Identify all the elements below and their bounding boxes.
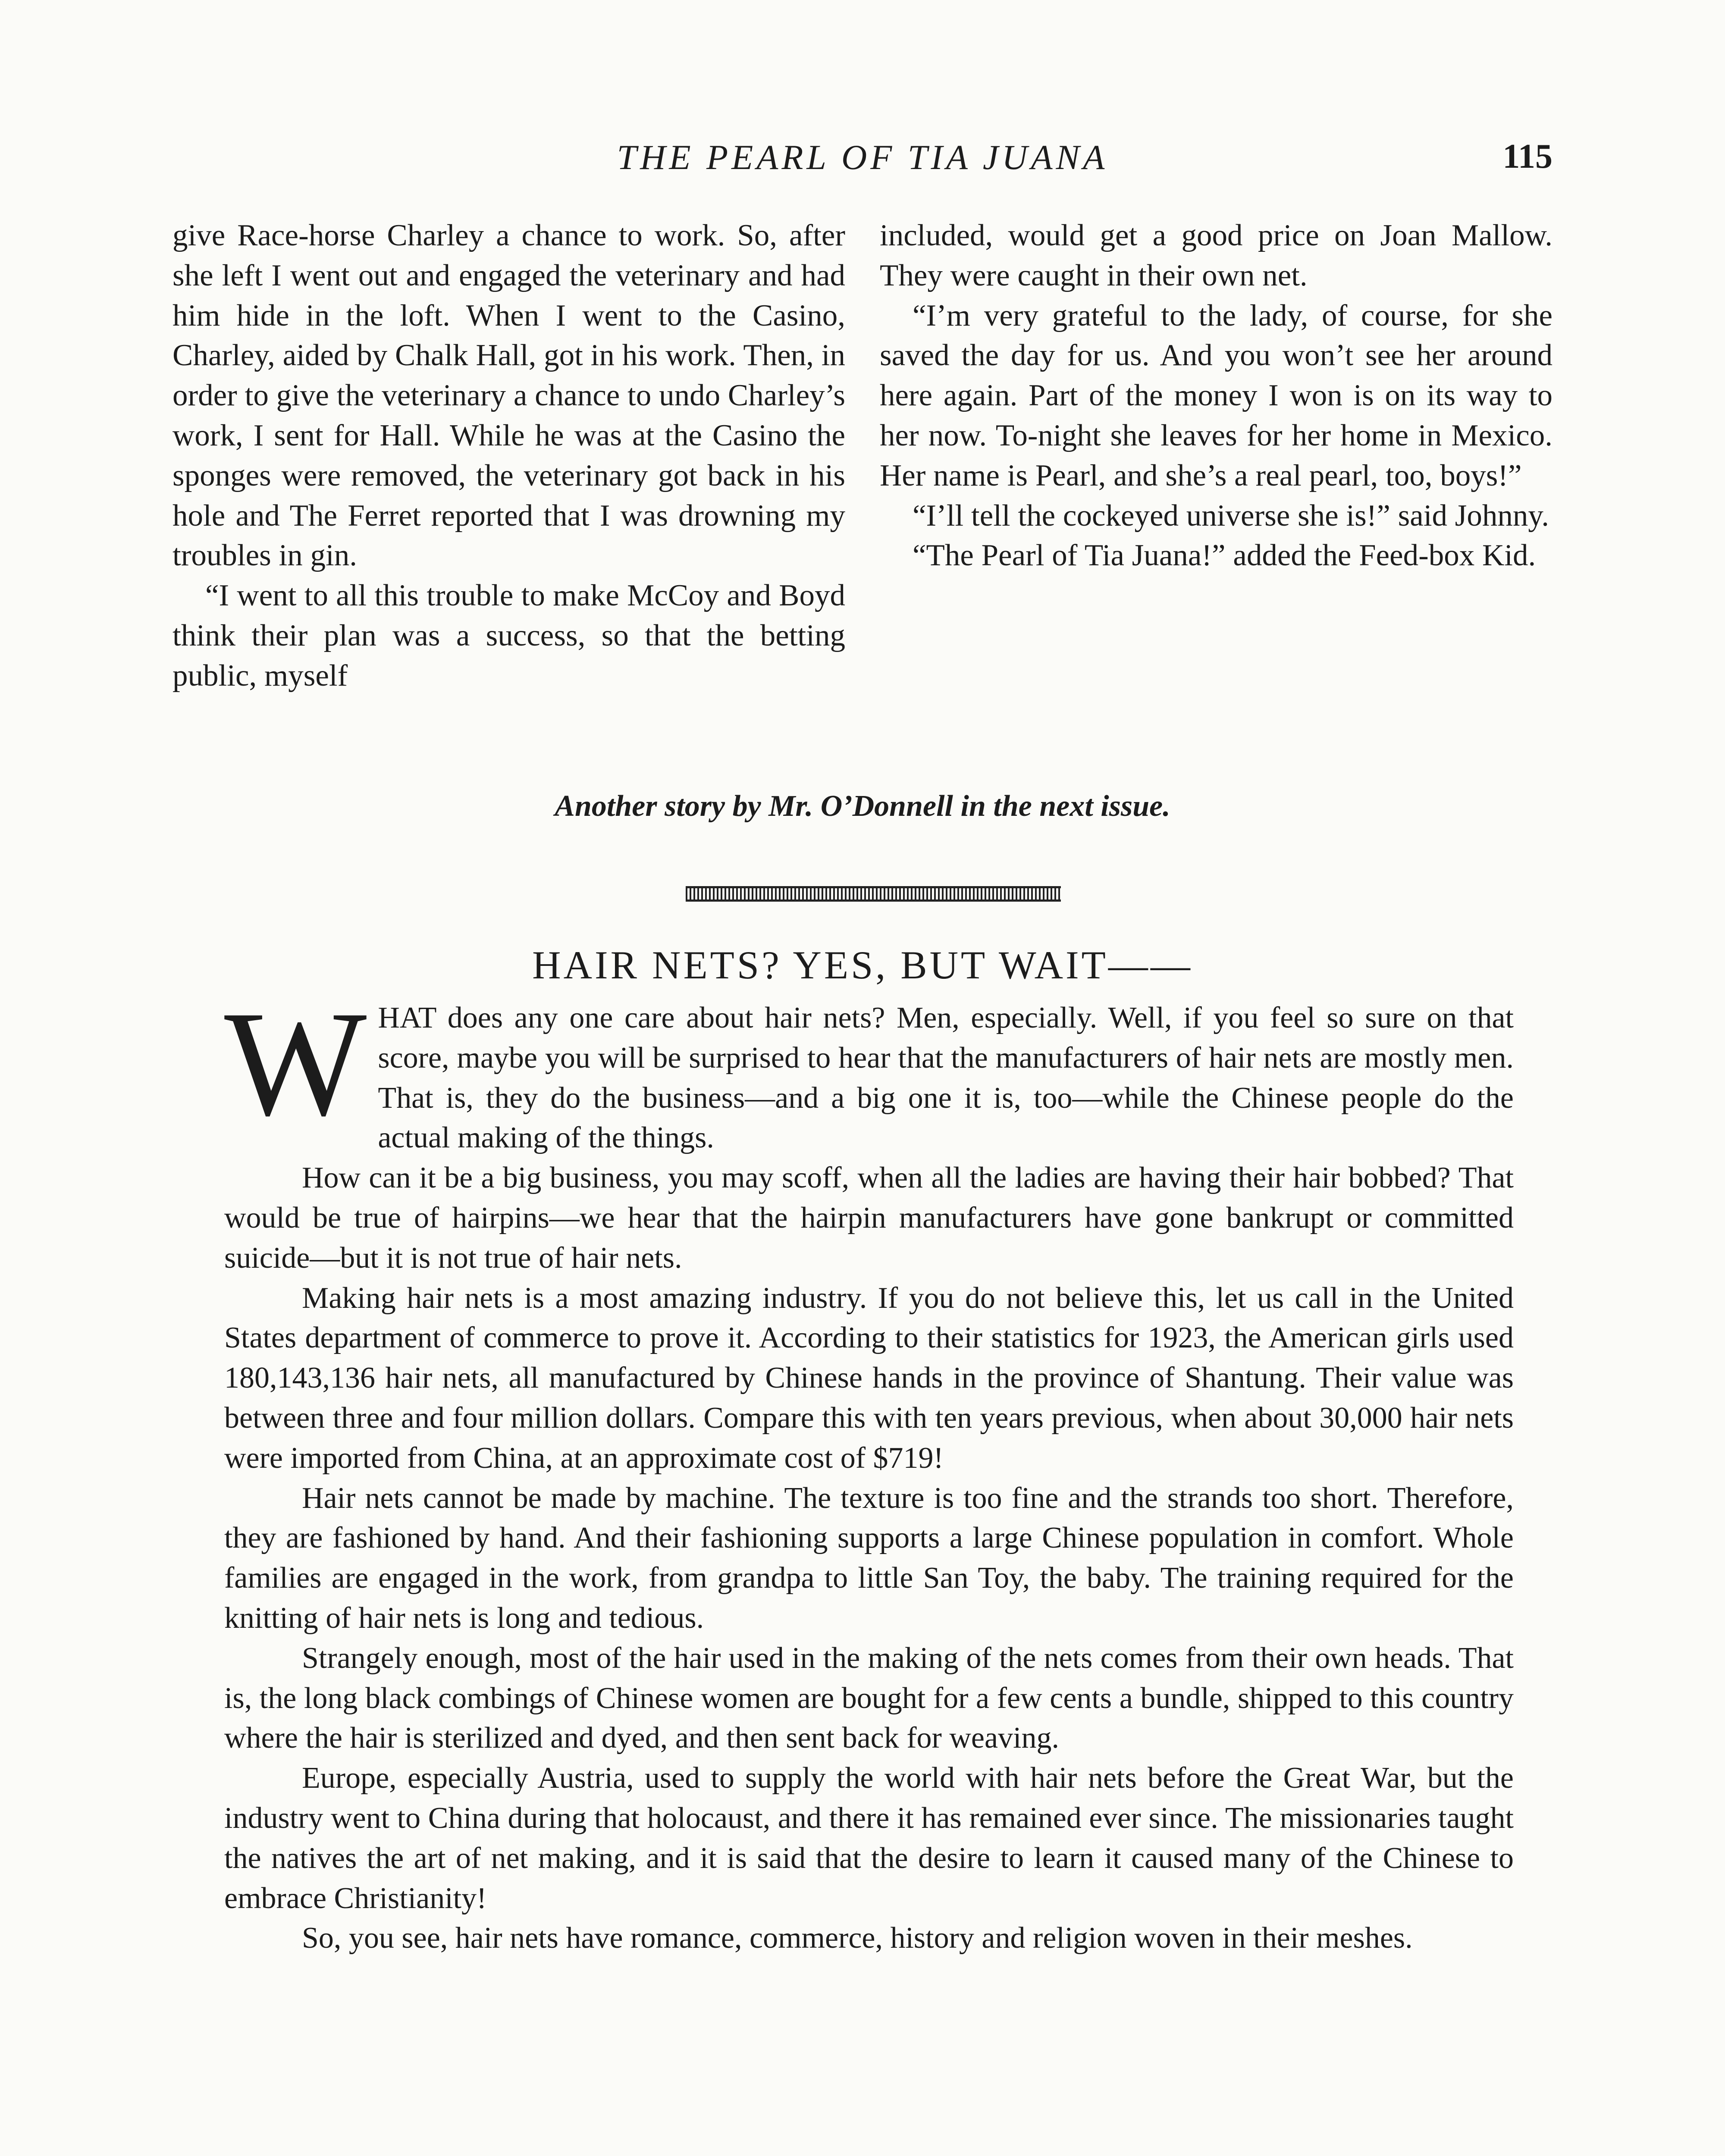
story-paragraph: “I’ll tell the cockeyed universe she is!” said Johnny. — [913, 498, 1549, 533]
drop-cap: W — [224, 980, 367, 1147]
story-paragraph: “The Pearl of Tia Juana!” added the Feed-box Kid. — [913, 539, 1536, 573]
story-ending-columns — [172, 216, 1552, 696]
article-paragraph: How can it be a big business, you may scoff, when all the ladies are having their hair bobbed? That would be true of hairpins—we hear that the hairpin manufacturers have gone bankrupt or committed suicide—but it is not true of hair nets. — [224, 1161, 1514, 1275]
article-title: HAIR NETS? YES, BUT WAIT—— — [532, 943, 1193, 987]
article-paragraph: Hair nets cannot be made by machine. The texture is too fine and the strands too short. Therefore, they are fashioned by hand. And their fashioning supports a large Chinese population in comfort. Whole families are engaged in the work, from grandpa to little San Toy, the baby. The training required for the knitting of hair nets is long and tedious. — [224, 1481, 1514, 1635]
story-paragraph: “I’m very grateful to the lady, of course, for she saved the day for us. And you won’t see her around here again. Part of the money I won is on its way to her now. To-night she leaves for her home in Mexico. Her name is Pearl, and she’s a real pearl, too, boys!” — [880, 298, 1552, 492]
page-number: 115 — [1502, 138, 1552, 175]
running-head — [172, 137, 1552, 185]
left-column — [172, 216, 845, 696]
article-paragraph: Europe, especially Austria, used to supply the world with hair nets before the Great War, but the industry went to China during that holocaust, and there it has remained ever since. The missionaries taught the natives the art of net making, and it is said that the desire to learn it caused many of the Chinese to embrace Christianity! — [224, 1761, 1514, 1915]
running-title: THE PEARL OF TIA JUANA — [617, 138, 1108, 177]
article-paragraph: So, you see, hair nets have romance, commerce, history and religion woven in their meshes. — [302, 1921, 1413, 1955]
article-body — [224, 980, 1514, 1959]
article-paragraph: Strangely enough, most of the hair used in the making of the nets comes from their own heads. That is, the long black combings of Chinese women are bought for a few cents a bundle, shipped to this country where the hair is sterilized and dyed, and then sent back for weaving. — [224, 1641, 1514, 1755]
next-issue-note: Another story by Mr. O’Donnell in the next issue. — [555, 790, 1170, 823]
article-first-paragraph — [224, 980, 1514, 1158]
story-paragraph: give Race-horse Charley a chance to work. So, after she left I went out and engaged the veterinary and had him hide in the loft. When I went to the Casino, Charley, aided by Chalk Hall, got in his work. Then, in order to give the veterinary a chance to undo Charley’s work, I sent for Hall. While he was at the Casino the sponges were removed, the veterinary got back in his hole and The Ferret reported that I was drowning my troubles in gin. — [172, 219, 845, 573]
story-paragraph: “I went to all this trouble to make McCoy and Boyd think their plan was a success, so that the betting public, myself — [172, 579, 845, 693]
first-paragraph-text: HAT does any one care about hair nets? Men, especially. Well, if you feel so sure on that score, maybe you will be surprised to hear that the manufacturers of hair nets are mostly men. That is, they do the business—and a big one it is, too—while the Chinese people do the actual making of the things. — [378, 1001, 1514, 1155]
article-paragraph: Making hair nets is a most amazing industry. If you do not believe this, let us call in the United States department of commerce to prove it. According to their statistics for 1923, the American girls used 180,143,136 hair nets, all manufactured by Chinese hands in the province of Shantung. Their value was between three and four million dollars. Compare this with ten years previous, when about 30,000 hair nets were imported from China, at an approximate cost of $719! — [224, 1281, 1514, 1475]
story-paragraph: included, would get a good price on Joan Mallow. They were caught in their own net. — [880, 219, 1552, 292]
section-divider-ornament — [686, 886, 1061, 902]
right-column — [880, 216, 1552, 696]
